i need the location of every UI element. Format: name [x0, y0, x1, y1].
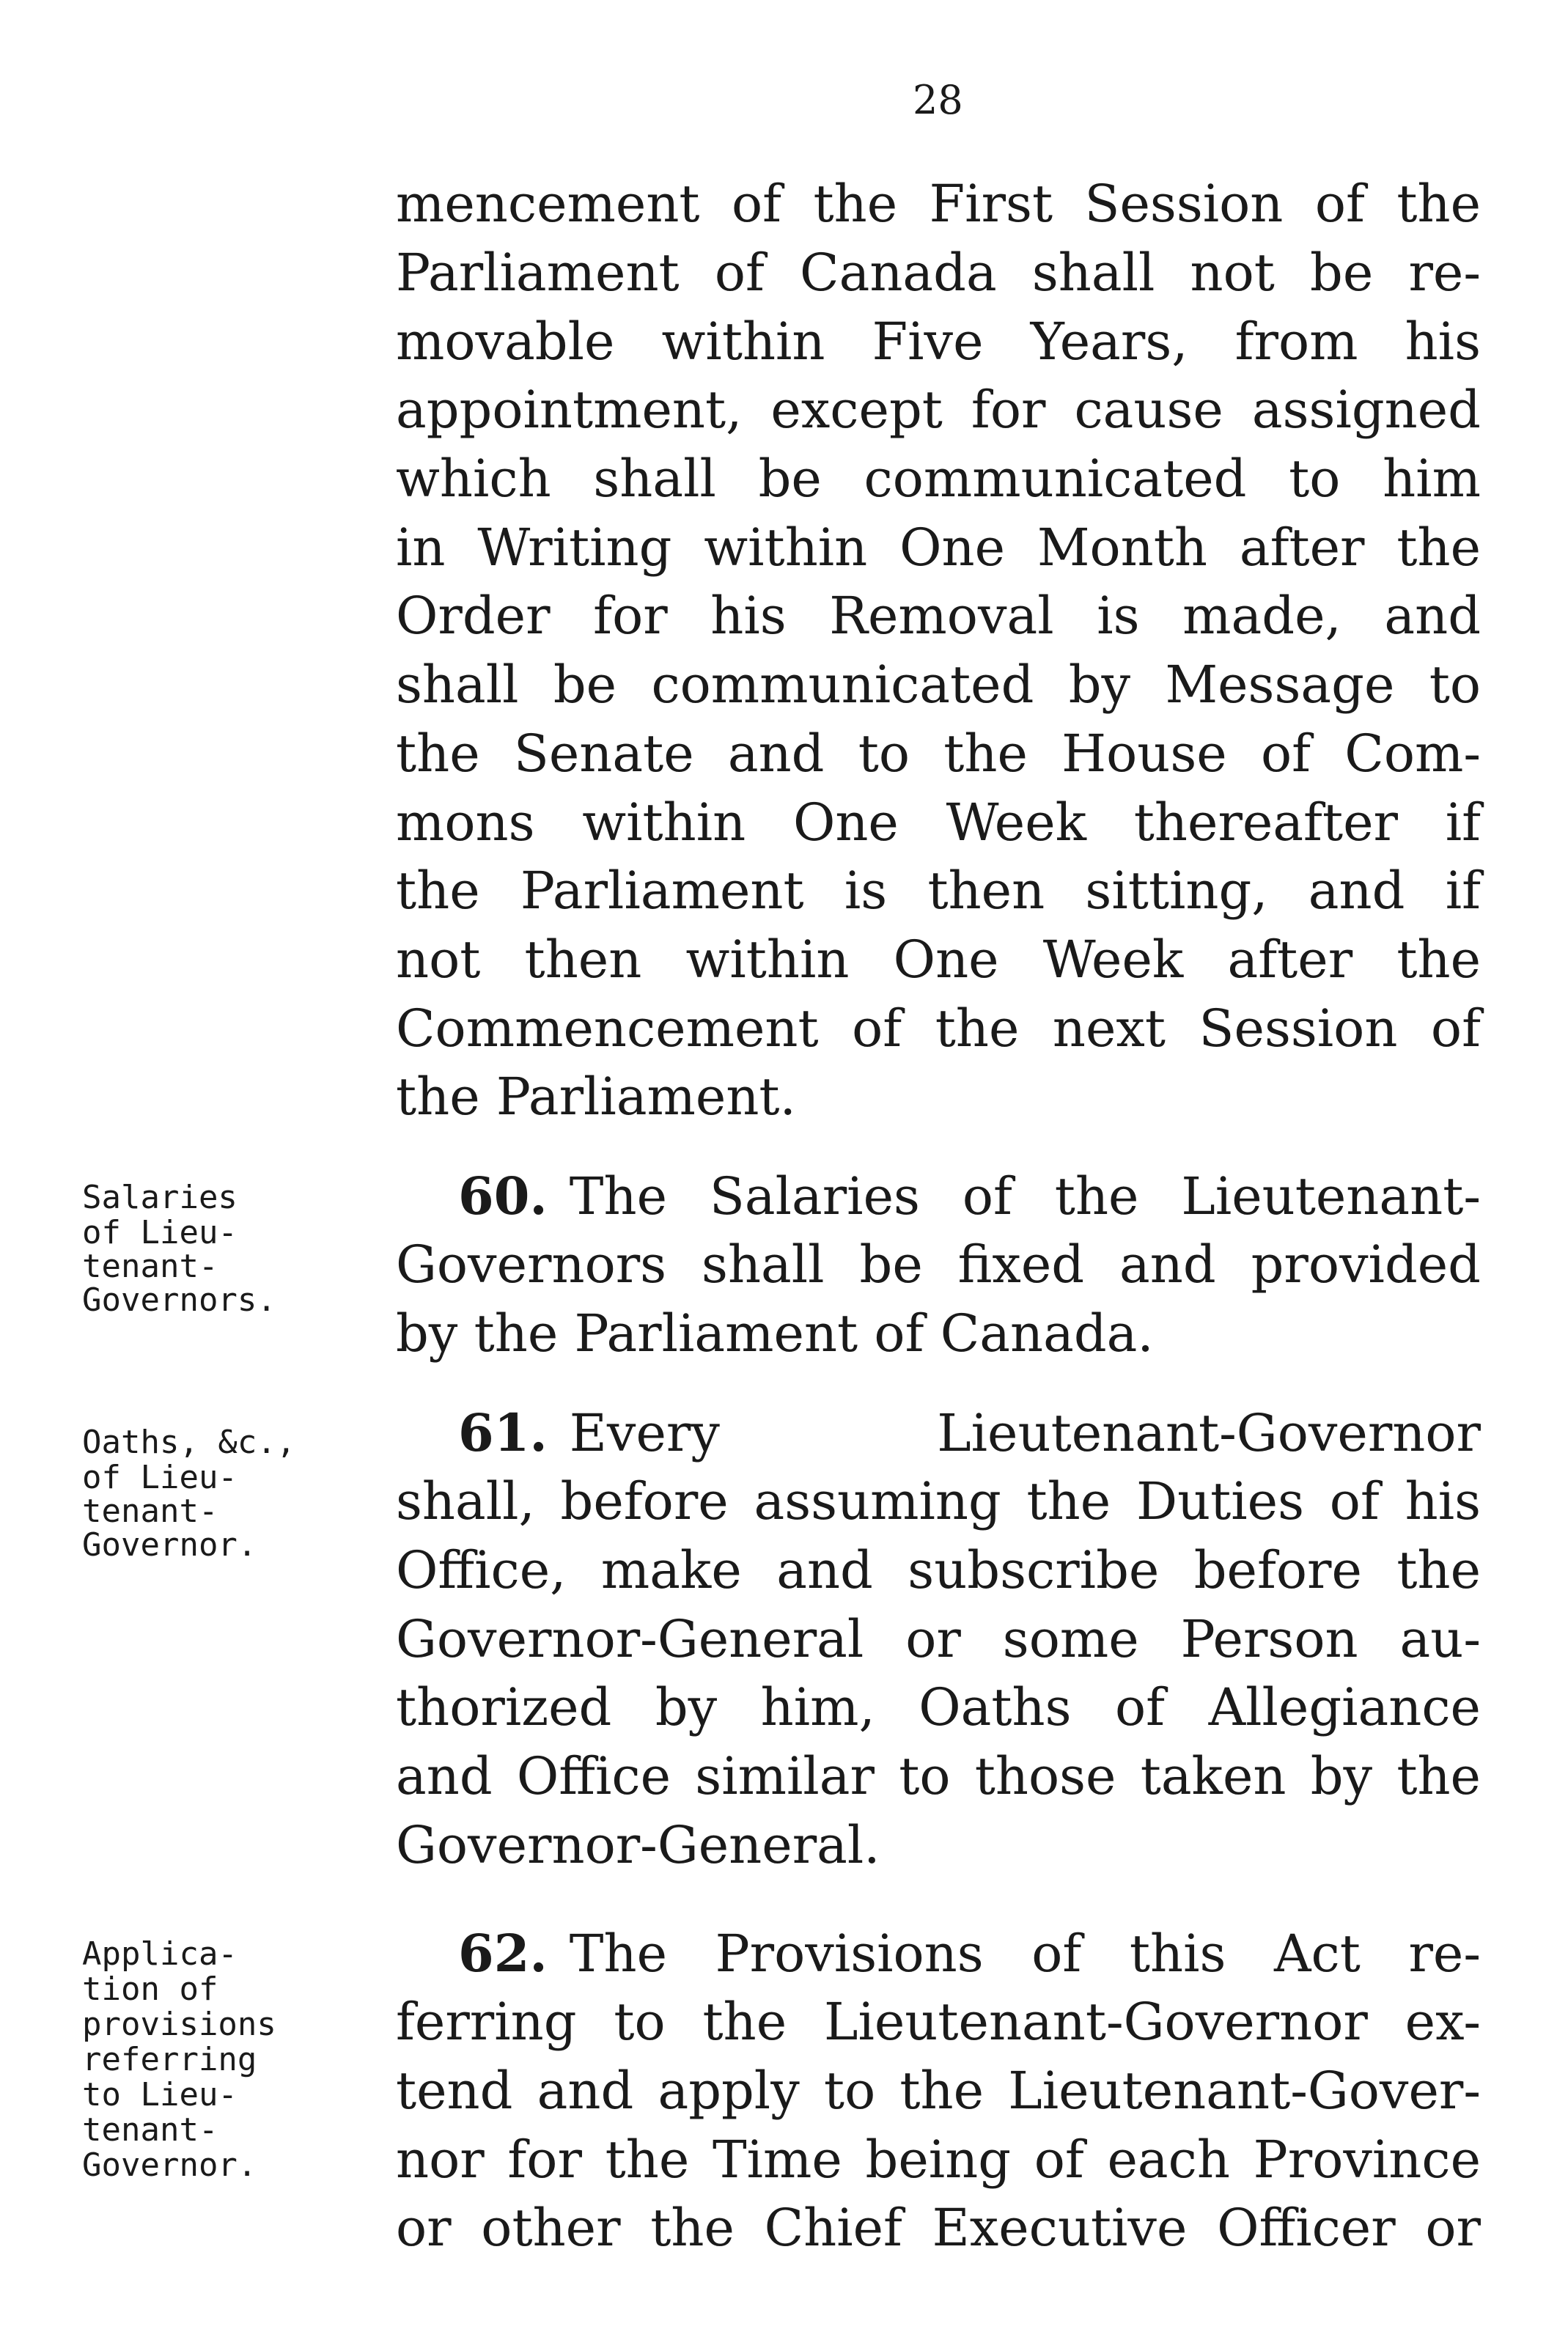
section-first-line [458, 1402, 1481, 1463]
section-first-line [458, 1923, 1481, 1984]
text-line: Governor-General. [396, 1815, 880, 1875]
text-line: mons within One Week thereafter if [396, 792, 1481, 853]
text-line: Office, make and subscribe before the [396, 1540, 1481, 1600]
section-number: 61. [458, 1402, 548, 1463]
text-line: The Salaries of the Lieutenant- [569, 1166, 1481, 1226]
section-number: 60. [458, 1166, 548, 1226]
text-line: The Provisions of this Act re- [569, 1924, 1481, 1984]
text-line: thorized by him, Oaths of Allegiance [396, 1677, 1481, 1737]
margin-note-line: of Lieu- [82, 1214, 238, 1251]
text-line: nor for the Time being of each Province [396, 2130, 1481, 2190]
margin-note-line: Governors. [82, 1281, 276, 1319]
text-line: Governor-General or some Person au- [396, 1609, 1481, 1669]
text-line: Commencement of the next Session of [396, 998, 1481, 1059]
section-first-line [458, 1166, 1481, 1226]
text-line: mencement of the First Session of the [396, 174, 1481, 234]
page-number: 28 [913, 77, 963, 123]
margin-note-line: tenant- [82, 1248, 218, 1285]
margin-note-line: referring [82, 2041, 257, 2078]
text-line: which shall be communicated to him [396, 449, 1481, 509]
text-line: shall, before assuming the Duties of his [396, 1471, 1481, 1531]
text-line: and Office similar to those taken by the [396, 1746, 1481, 1806]
text-line: tend and apply to the Lieutenant-Gover- [396, 2061, 1481, 2121]
margin-note-line: provisions [82, 2006, 276, 2043]
margin-note-line: Governor. [82, 2146, 257, 2184]
text-line: shall be communicated by Message to [396, 655, 1481, 715]
text-line: or other the Chief Executive Officer or [396, 2198, 1481, 2258]
margin-note-line: Governor. [82, 1526, 257, 1564]
margin-note-line: Salaries [82, 1179, 238, 1216]
section-number: 62. [458, 1923, 548, 1984]
text-line: movable within Five Years, from his [396, 312, 1481, 372]
text-line: the Senate and to the House of Com- [396, 724, 1481, 784]
text-line: appointment, except for cause assigned [396, 380, 1481, 440]
text-line: Order for his Removal is made, and [396, 586, 1481, 646]
margin-note-line: of Lieu- [82, 1459, 238, 1496]
margin-note-line: tion of [82, 1971, 218, 2008]
text-line: ferring to the Lieutenant-Governor ex- [396, 1992, 1481, 2052]
text-line: Parliament of Canada shall not be re- [396, 243, 1481, 303]
margin-note-line: tenant- [82, 2111, 218, 2149]
text-line: by the Parliament of Canada. [396, 1303, 1154, 1364]
margin-note-line: to Lieu- [82, 2076, 238, 2113]
text-line: the Parliament. [396, 1067, 796, 1127]
text-line: the Parliament is then sitting, and if [396, 861, 1481, 921]
text-line: not then within One Week after the [396, 930, 1481, 990]
margin-note-line: tenant- [82, 1493, 218, 1530]
text-line: in Writing within One Month after the [396, 518, 1481, 578]
text-line: Every Lieutenant-Governor [569, 1403, 1481, 1463]
margin-note-line: Applica- [82, 1935, 238, 1973]
text-line: Governors shall be fixed and provided [396, 1235, 1481, 1295]
margin-note-line: Oaths, &c., [82, 1424, 296, 1461]
